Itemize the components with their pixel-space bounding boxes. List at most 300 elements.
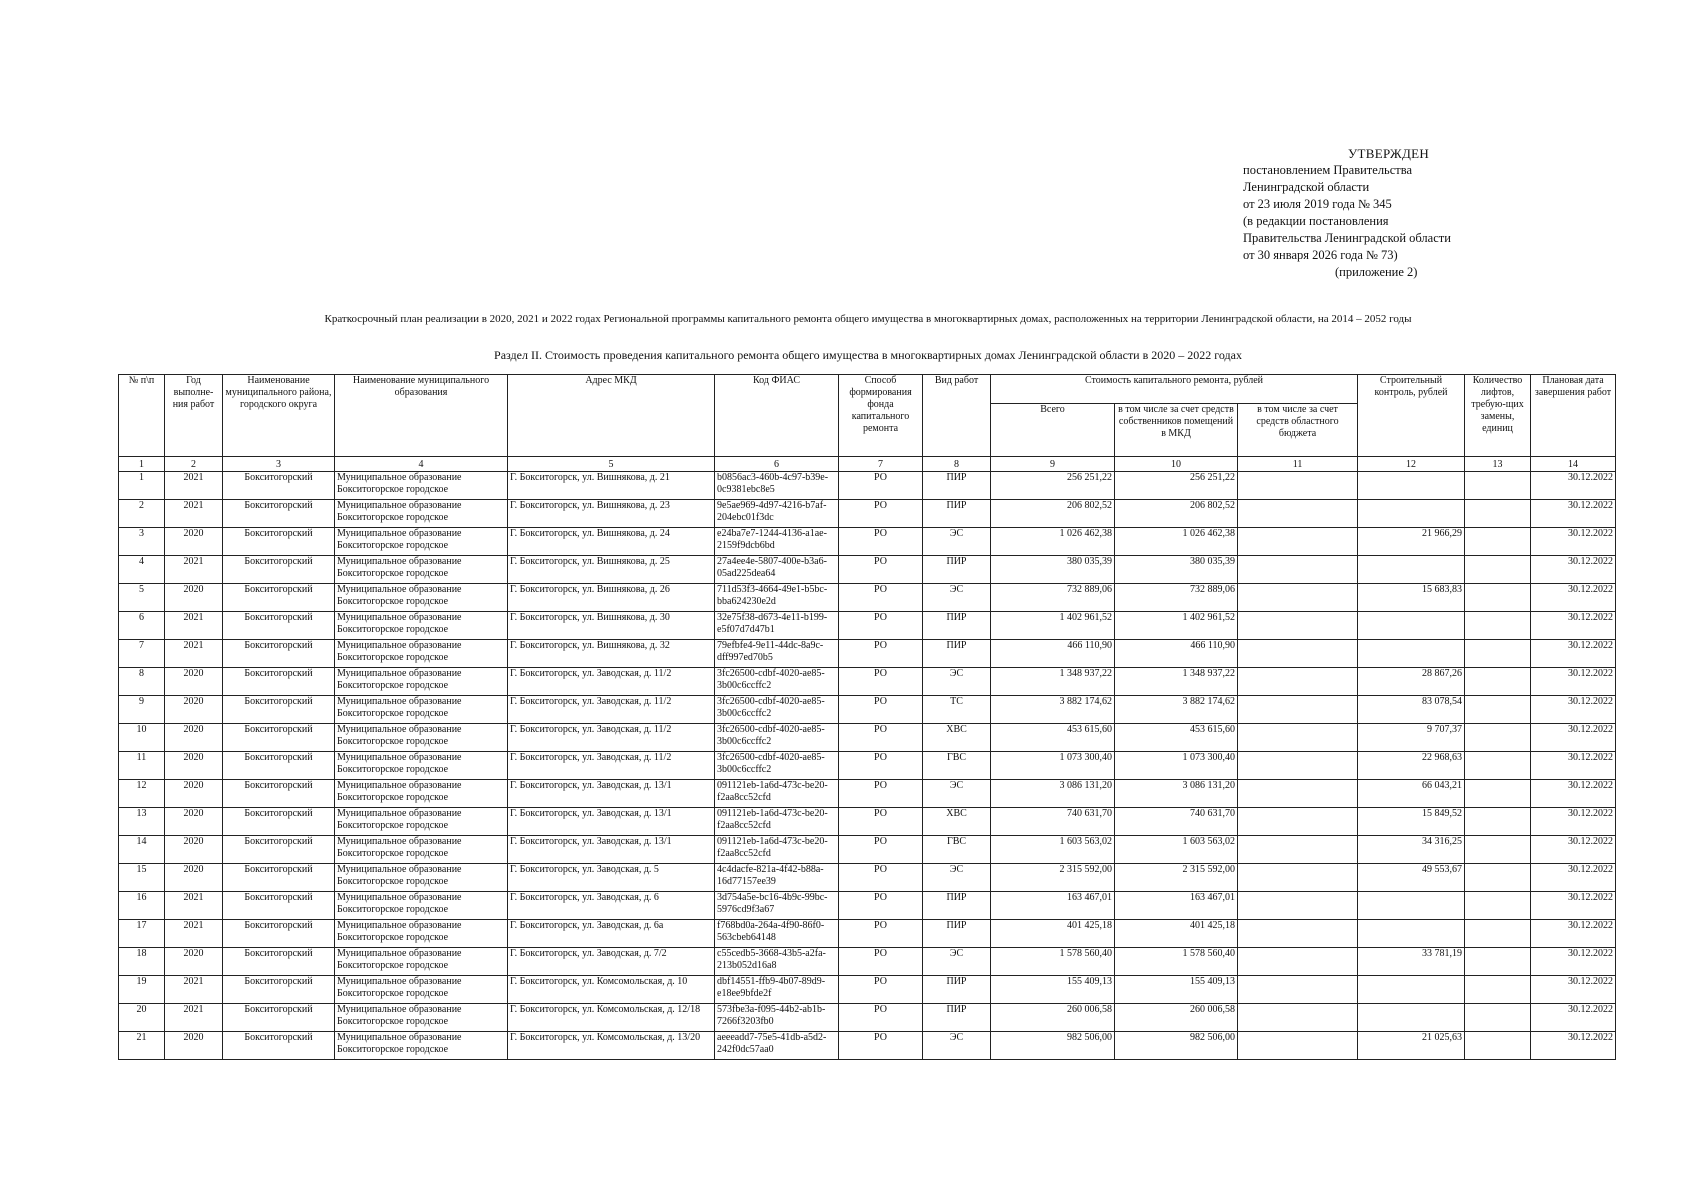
cell-cost-regional — [1238, 724, 1358, 752]
cell-method: РО — [839, 472, 923, 500]
cell-fias: 3d754a5e-bc16-4b9c-99bc-5976cd9f3a67 — [715, 892, 839, 920]
cell-num: 2 — [119, 500, 165, 528]
cell-district: Бокситогорский — [223, 1032, 335, 1060]
cell-cost-regional — [1238, 528, 1358, 556]
cell-num: 11 — [119, 752, 165, 780]
table-row — [119, 948, 1616, 976]
cell-municipality: Муниципальное образование Бокситогорское городское — [335, 696, 508, 724]
cell-date: 30.12.2022 — [1531, 528, 1616, 556]
cell-municipality: Муниципальное образование Бокситогорское городское — [335, 1032, 508, 1060]
cell-control — [1358, 472, 1465, 500]
cell-date: 30.12.2022 — [1531, 892, 1616, 920]
cell-municipality: Муниципальное образование Бокситогорское городское — [335, 528, 508, 556]
cell-cost-total: 466 110,90 — [991, 640, 1115, 668]
cell-cost-owners: 982 506,00 — [1115, 1032, 1238, 1060]
cell-year: 2020 — [165, 836, 223, 864]
table-row — [119, 472, 1616, 500]
cell-control — [1358, 640, 1465, 668]
cell-municipality: Муниципальное образование Бокситогорское городское — [335, 864, 508, 892]
cell-date: 30.12.2022 — [1531, 556, 1616, 584]
cell-cost-owners: 401 425,18 — [1115, 920, 1238, 948]
cell-cost-total: 260 006,58 — [991, 1004, 1115, 1032]
cell-control — [1358, 1004, 1465, 1032]
cell-address: Г. Бокситогорск, ул. Вишнякова, д. 32 — [508, 640, 715, 668]
header-cost-owners: в том числе за счет средств собственников помещений в МКД — [1115, 404, 1238, 457]
cell-address: Г. Бокситогорск, ул. Вишнякова, д. 23 — [508, 500, 715, 528]
cell-num: 10 — [119, 724, 165, 752]
cell-control: 33 781,19 — [1358, 948, 1465, 976]
cell-control — [1358, 612, 1465, 640]
cell-year: 2020 — [165, 780, 223, 808]
table-row — [119, 920, 1616, 948]
table-row — [119, 892, 1616, 920]
cell-municipality: Муниципальное образование Бокситогорское городское — [335, 472, 508, 500]
repair-cost-table — [118, 374, 1616, 1060]
cell-fias: 3fc26500-cdbf-4020-ae85-3b00c6ccffc2 — [715, 668, 839, 696]
cell-control — [1358, 892, 1465, 920]
cell-year: 2020 — [165, 724, 223, 752]
cell-cost-total: 1 578 560,40 — [991, 948, 1115, 976]
cell-cost-owners: 1 026 462,38 — [1115, 528, 1238, 556]
cell-cost-owners: 466 110,90 — [1115, 640, 1238, 668]
table-row — [119, 500, 1616, 528]
cell-municipality: Муниципальное образование Бокситогорское городское — [335, 1004, 508, 1032]
cell-fias: 32e75f38-d673-4e11-b199-e5f07d7d47b1 — [715, 612, 839, 640]
header-cost-group: Стоимость капитального ремонта, рублей — [991, 375, 1358, 404]
cell-cost-total: 3 086 131,20 — [991, 780, 1115, 808]
cell-work: ЭС — [923, 528, 991, 556]
cell-district: Бокситогорский — [223, 864, 335, 892]
cell-control: 21 966,29 — [1358, 528, 1465, 556]
cell-district: Бокситогорский — [223, 892, 335, 920]
column-number: 12 — [1358, 457, 1465, 472]
column-number: 6 — [715, 457, 839, 472]
cell-fias: f768bd0a-264a-4f90-86f0-563cbeb64148 — [715, 920, 839, 948]
cell-address: Г. Бокситогорск, ул. Вишнякова, д. 30 — [508, 612, 715, 640]
cell-fias: 79efbfe4-9e11-44dc-8a9c-dff997ed70b5 — [715, 640, 839, 668]
cell-lifts — [1465, 948, 1531, 976]
cell-year: 2020 — [165, 584, 223, 612]
appendix-label: (приложение 2) — [1335, 265, 1418, 279]
cell-district: Бокситогорский — [223, 668, 335, 696]
cell-municipality: Муниципальное образование Бокситогорское городское — [335, 640, 508, 668]
cell-cost-owners: 1 073 300,40 — [1115, 752, 1238, 780]
approval-line: Ленинградской области — [1243, 180, 1370, 194]
cell-cost-regional — [1238, 836, 1358, 864]
cell-cost-owners: 155 409,13 — [1115, 976, 1238, 1004]
cell-cost-regional — [1238, 612, 1358, 640]
header-num: № п\п — [119, 375, 165, 457]
header-cost-total: Всего — [991, 404, 1115, 457]
cell-cost-owners: 380 035,39 — [1115, 556, 1238, 584]
cell-cost-owners: 3 882 174,62 — [1115, 696, 1238, 724]
cell-method: РО — [839, 836, 923, 864]
cell-work: ПИР — [923, 472, 991, 500]
table-row — [119, 696, 1616, 724]
cell-work: ПИР — [923, 976, 991, 1004]
table-row — [119, 752, 1616, 780]
column-number: 13 — [1465, 457, 1531, 472]
cell-year: 2021 — [165, 976, 223, 1004]
cell-work: ГВС — [923, 836, 991, 864]
cell-year: 2021 — [165, 640, 223, 668]
cell-cost-total: 1 348 937,22 — [991, 668, 1115, 696]
cell-cost-regional — [1238, 584, 1358, 612]
header-address: Адрес МКД — [508, 375, 715, 457]
cell-municipality: Муниципальное образование Бокситогорское городское — [335, 808, 508, 836]
cell-fias: 091121eb-1a6d-473c-be20-f2aa8cc52cfd — [715, 780, 839, 808]
cell-lifts — [1465, 864, 1531, 892]
cell-year: 2021 — [165, 920, 223, 948]
cell-control: 28 867,26 — [1358, 668, 1465, 696]
cell-num: 3 — [119, 528, 165, 556]
cell-cost-owners: 206 802,52 — [1115, 500, 1238, 528]
cell-work: ЭС — [923, 948, 991, 976]
cell-year: 2021 — [165, 500, 223, 528]
cell-fias: 091121eb-1a6d-473c-be20-f2aa8cc52cfd — [715, 808, 839, 836]
cell-date: 30.12.2022 — [1531, 976, 1616, 1004]
cell-num: 6 — [119, 612, 165, 640]
cell-num: 14 — [119, 836, 165, 864]
cell-fias: dbf14551-ffb9-4b07-89d9-e18ee9bfde2f — [715, 976, 839, 1004]
cell-fias: 711d53f3-4664-49e1-b5bc-bba624230e2d — [715, 584, 839, 612]
cell-date: 30.12.2022 — [1531, 808, 1616, 836]
cell-fias: 3fc26500-cdbf-4020-ae85-3b00c6ccffc2 — [715, 724, 839, 752]
cell-control: 83 078,54 — [1358, 696, 1465, 724]
column-numbers-row — [119, 457, 1616, 472]
cell-municipality: Муниципальное образование Бокситогорское городское — [335, 612, 508, 640]
cell-municipality: Муниципальное образование Бокситогорское городское — [335, 780, 508, 808]
cell-date: 30.12.2022 — [1531, 836, 1616, 864]
cell-num: 12 — [119, 780, 165, 808]
cell-date: 30.12.2022 — [1531, 920, 1616, 948]
cell-cost-owners: 2 315 592,00 — [1115, 864, 1238, 892]
cell-address: Г. Бокситогорск, ул. Заводская, д. 11/2 — [508, 752, 715, 780]
cell-method: РО — [839, 696, 923, 724]
cell-control: 34 316,25 — [1358, 836, 1465, 864]
cell-work: ЭС — [923, 668, 991, 696]
cell-cost-regional — [1238, 556, 1358, 584]
cell-date: 30.12.2022 — [1531, 668, 1616, 696]
cell-date: 30.12.2022 — [1531, 724, 1616, 752]
cell-control: 9 707,37 — [1358, 724, 1465, 752]
cell-method: РО — [839, 808, 923, 836]
cell-method: РО — [839, 948, 923, 976]
cell-num: 8 — [119, 668, 165, 696]
cell-cost-owners: 1 348 937,22 — [1115, 668, 1238, 696]
cell-work: ТС — [923, 696, 991, 724]
column-number: 1 — [119, 457, 165, 472]
cell-cost-regional — [1238, 1004, 1358, 1032]
cell-work: ЭС — [923, 1032, 991, 1060]
column-number: 10 — [1115, 457, 1238, 472]
cell-address: Г. Бокситогорск, ул. Вишнякова, д. 26 — [508, 584, 715, 612]
cell-cost-regional — [1238, 472, 1358, 500]
cell-municipality: Муниципальное образование Бокситогорское городское — [335, 836, 508, 864]
cell-address: Г. Бокситогорск, ул. Заводская, д. 6 — [508, 892, 715, 920]
cell-lifts — [1465, 752, 1531, 780]
cell-work: ПИР — [923, 556, 991, 584]
cell-control — [1358, 500, 1465, 528]
approval-block — [1243, 145, 1503, 281]
cell-cost-regional — [1238, 864, 1358, 892]
cell-num: 1 — [119, 472, 165, 500]
cell-lifts — [1465, 1004, 1531, 1032]
cell-cost-total: 1 603 563,02 — [991, 836, 1115, 864]
cell-lifts — [1465, 528, 1531, 556]
cell-control: 15 849,52 — [1358, 808, 1465, 836]
table-row — [119, 556, 1616, 584]
cell-work: ПИР — [923, 612, 991, 640]
column-number: 11 — [1238, 457, 1358, 472]
cell-fias: 3fc26500-cdbf-4020-ae85-3b00c6ccffc2 — [715, 752, 839, 780]
cell-lifts — [1465, 724, 1531, 752]
cell-method: РО — [839, 1004, 923, 1032]
cell-method: РО — [839, 724, 923, 752]
cell-fias: 573fbe3a-f095-44b2-ab1b-7266f3203fb0 — [715, 1004, 839, 1032]
cell-method: РО — [839, 976, 923, 1004]
cell-date: 30.12.2022 — [1531, 612, 1616, 640]
column-number: 7 — [839, 457, 923, 472]
cell-municipality: Муниципальное образование Бокситогорское городское — [335, 500, 508, 528]
cell-district: Бокситогорский — [223, 948, 335, 976]
cell-method: РО — [839, 752, 923, 780]
cell-work: ПИР — [923, 920, 991, 948]
cell-cost-total: 163 467,01 — [991, 892, 1115, 920]
header-date: Плановая дата завершения работ — [1531, 375, 1616, 457]
cell-method: РО — [839, 528, 923, 556]
cell-fias: b0856ac3-460b-4c97-b39e-0c9381ebc8e5 — [715, 472, 839, 500]
table-row — [119, 640, 1616, 668]
cell-cost-regional — [1238, 696, 1358, 724]
cell-district: Бокситогорский — [223, 696, 335, 724]
cell-cost-total: 380 035,39 — [991, 556, 1115, 584]
cell-control: 66 043,21 — [1358, 780, 1465, 808]
cell-cost-total: 732 889,06 — [991, 584, 1115, 612]
section-title: Раздел II. Стоимость проведения капитального ремонта общего имущества в многоквартирных домах Ленинградской области в 2020 – 2022 годах — [494, 348, 1242, 362]
cell-cost-owners: 740 631,70 — [1115, 808, 1238, 836]
cell-method: РО — [839, 864, 923, 892]
cell-work: ПИР — [923, 1004, 991, 1032]
cell-lifts — [1465, 584, 1531, 612]
cell-cost-owners: 1 578 560,40 — [1115, 948, 1238, 976]
cell-address: Г. Бокситогорск, ул. Заводская, д. 13/1 — [508, 836, 715, 864]
table-row — [119, 976, 1616, 1004]
cell-municipality: Муниципальное образование Бокситогорское городское — [335, 584, 508, 612]
table-row — [119, 724, 1616, 752]
cell-cost-total: 2 315 592,00 — [991, 864, 1115, 892]
cell-num: 17 — [119, 920, 165, 948]
table-row — [119, 1032, 1616, 1060]
cell-municipality: Муниципальное образование Бокситогорское городское — [335, 948, 508, 976]
plan-title: Краткосрочный план реализации в 2020, 2021 и 2022 годах Региональной программы капитального ремонта общего имущества в многоквартирных домах, расположенных на территории Ленинградской области, на 2014 – 2052 годы — [324, 313, 1412, 325]
table-row — [119, 808, 1616, 836]
cell-work: ГВС — [923, 752, 991, 780]
cell-control: 15 683,83 — [1358, 584, 1465, 612]
header-district: Наименование муниципального района, городского округа — [223, 375, 335, 457]
cell-cost-regional — [1238, 808, 1358, 836]
cell-date: 30.12.2022 — [1531, 864, 1616, 892]
cell-work: ХВС — [923, 808, 991, 836]
cell-cost-total: 1 402 961,52 — [991, 612, 1115, 640]
approval-line: Правительства Ленинградской области — [1243, 231, 1451, 245]
cell-cost-owners: 260 006,58 — [1115, 1004, 1238, 1032]
cell-work: ЭС — [923, 584, 991, 612]
cell-fias: 4c4dacfe-821a-4f42-b88a-16d77157ee39 — [715, 864, 839, 892]
approval-line: от 23 июля 2019 года № 345 — [1243, 197, 1392, 211]
approval-line: от 30 января 2026 года № 73) — [1243, 248, 1398, 262]
approval-line: постановлением Правительства — [1243, 163, 1413, 177]
cell-district: Бокситогорский — [223, 808, 335, 836]
cell-municipality: Муниципальное образование Бокситогорское городское — [335, 724, 508, 752]
cell-cost-owners: 1 603 563,02 — [1115, 836, 1238, 864]
cell-district: Бокситогорский — [223, 724, 335, 752]
cell-address: Г. Бокситогорск, ул. Заводская, д. 11/2 — [508, 696, 715, 724]
cell-fias: aeeeadd7-75e5-41db-a5d2-242f0dc57aa0 — [715, 1032, 839, 1060]
cell-date: 30.12.2022 — [1531, 1004, 1616, 1032]
column-number: 5 — [508, 457, 715, 472]
cell-address: Г. Бокситогорск, ул. Комсомольская, д. 10 — [508, 976, 715, 1004]
cell-method: РО — [839, 920, 923, 948]
cell-lifts — [1465, 920, 1531, 948]
cell-address: Г. Бокситогорск, ул. Комсомольская, д. 12/18 — [508, 1004, 715, 1032]
cell-cost-owners: 453 615,60 — [1115, 724, 1238, 752]
cell-date: 30.12.2022 — [1531, 640, 1616, 668]
cell-cost-total: 453 615,60 — [991, 724, 1115, 752]
cell-address: Г. Бокситогорск, ул. Заводская, д. 6а — [508, 920, 715, 948]
cell-address: Г. Бокситогорск, ул. Заводская, д. 13/1 — [508, 808, 715, 836]
cell-fias: 091121eb-1a6d-473c-be20-f2aa8cc52cfd — [715, 836, 839, 864]
cell-municipality: Муниципальное образование Бокситогорское городское — [335, 976, 508, 1004]
table-row — [119, 780, 1616, 808]
cell-lifts — [1465, 892, 1531, 920]
cell-district: Бокситогорский — [223, 920, 335, 948]
cell-cost-owners: 732 889,06 — [1115, 584, 1238, 612]
cell-num: 13 — [119, 808, 165, 836]
cell-district: Бокситогорский — [223, 976, 335, 1004]
cell-control: 49 553,67 — [1358, 864, 1465, 892]
header-fias: Код ФИАС — [715, 375, 839, 457]
cell-work: ЭС — [923, 864, 991, 892]
header-year: Год выполне-ния работ — [165, 375, 223, 457]
cell-date: 30.12.2022 — [1531, 948, 1616, 976]
cell-district: Бокситогорский — [223, 472, 335, 500]
cell-method: РО — [839, 556, 923, 584]
cell-control — [1358, 556, 1465, 584]
cell-address: Г. Бокситогорск, ул. Комсомольская, д. 13/20 — [508, 1032, 715, 1060]
cell-method: РО — [839, 892, 923, 920]
cell-method: РО — [839, 584, 923, 612]
cell-date: 30.12.2022 — [1531, 696, 1616, 724]
header-municipality: Наименование муниципального образования — [335, 375, 508, 457]
cell-address: Г. Бокситогорск, ул. Заводская, д. 11/2 — [508, 668, 715, 696]
cell-date: 30.12.2022 — [1531, 780, 1616, 808]
header-method: Способ формирования фонда капитального ремонта — [839, 375, 923, 457]
header-cost-regional: в том числе за счет средств областного бюджета — [1238, 404, 1358, 457]
cell-method: РО — [839, 612, 923, 640]
cell-municipality: Муниципальное образование Бокситогорское городское — [335, 752, 508, 780]
cell-control — [1358, 920, 1465, 948]
cell-lifts — [1465, 668, 1531, 696]
column-number: 2 — [165, 457, 223, 472]
cell-address: Г. Бокситогорск, ул. Заводская, д. 5 — [508, 864, 715, 892]
cell-district: Бокситогорский — [223, 780, 335, 808]
cell-year: 2020 — [165, 808, 223, 836]
cell-lifts — [1465, 640, 1531, 668]
cell-cost-total: 740 631,70 — [991, 808, 1115, 836]
cell-cost-total: 1 026 462,38 — [991, 528, 1115, 556]
cell-district: Бокситогорский — [223, 752, 335, 780]
cell-work: ПИР — [923, 640, 991, 668]
cell-cost-total: 3 882 174,62 — [991, 696, 1115, 724]
column-number: 3 — [223, 457, 335, 472]
cell-district: Бокситогорский — [223, 528, 335, 556]
cell-num: 4 — [119, 556, 165, 584]
cell-address: Г. Бокситогорск, ул. Заводская, д. 7/2 — [508, 948, 715, 976]
cell-cost-regional — [1238, 892, 1358, 920]
cell-district: Бокситогорский — [223, 836, 335, 864]
column-number: 8 — [923, 457, 991, 472]
cell-district: Бокситогорский — [223, 640, 335, 668]
cell-work: ХВС — [923, 724, 991, 752]
cell-lifts — [1465, 836, 1531, 864]
cell-year: 2020 — [165, 528, 223, 556]
cell-year: 2021 — [165, 472, 223, 500]
cell-district: Бокситогорский — [223, 612, 335, 640]
cell-cost-total: 155 409,13 — [991, 976, 1115, 1004]
cell-num: 16 — [119, 892, 165, 920]
cell-cost-regional — [1238, 1032, 1358, 1060]
header-control: Строительный контроль, рублей — [1358, 375, 1465, 457]
cell-year: 2020 — [165, 1032, 223, 1060]
cell-work: ПИР — [923, 892, 991, 920]
cell-year: 2021 — [165, 1004, 223, 1032]
cell-address: Г. Бокситогорск, ул. Заводская, д. 11/2 — [508, 724, 715, 752]
cell-cost-total: 206 802,52 — [991, 500, 1115, 528]
cell-year: 2021 — [165, 556, 223, 584]
cell-work: ПИР — [923, 500, 991, 528]
cell-num: 18 — [119, 948, 165, 976]
cell-year: 2021 — [165, 612, 223, 640]
cell-district: Бокситогорский — [223, 1004, 335, 1032]
cell-lifts — [1465, 556, 1531, 584]
cell-municipality: Муниципальное образование Бокситогорское городское — [335, 892, 508, 920]
cell-method: РО — [839, 780, 923, 808]
cell-fias: c55cedb5-3668-43b5-a2fa-213b052d16a8 — [715, 948, 839, 976]
cell-lifts — [1465, 472, 1531, 500]
cell-date: 30.12.2022 — [1531, 752, 1616, 780]
cell-cost-regional — [1238, 920, 1358, 948]
cell-cost-regional — [1238, 640, 1358, 668]
cell-address: Г. Бокситогорск, ул. Вишнякова, д. 21 — [508, 472, 715, 500]
table-row — [119, 584, 1616, 612]
column-number: 4 — [335, 457, 508, 472]
approval-title: УТВЕРЖДЕН — [1348, 146, 1430, 161]
cell-lifts — [1465, 1032, 1531, 1060]
cell-method: РО — [839, 640, 923, 668]
cell-lifts — [1465, 500, 1531, 528]
cell-year: 2020 — [165, 864, 223, 892]
cell-cost-owners: 256 251,22 — [1115, 472, 1238, 500]
cell-cost-total: 1 073 300,40 — [991, 752, 1115, 780]
cell-fias: 9e5ae969-4d97-4216-b7af-204ebc01f3dc — [715, 500, 839, 528]
cell-municipality: Муниципальное образование Бокситогорское городское — [335, 920, 508, 948]
cell-year: 2020 — [165, 668, 223, 696]
cell-cost-owners: 3 086 131,20 — [1115, 780, 1238, 808]
cell-year: 2021 — [165, 892, 223, 920]
cell-work: ЭС — [923, 780, 991, 808]
cell-cost-regional — [1238, 500, 1358, 528]
